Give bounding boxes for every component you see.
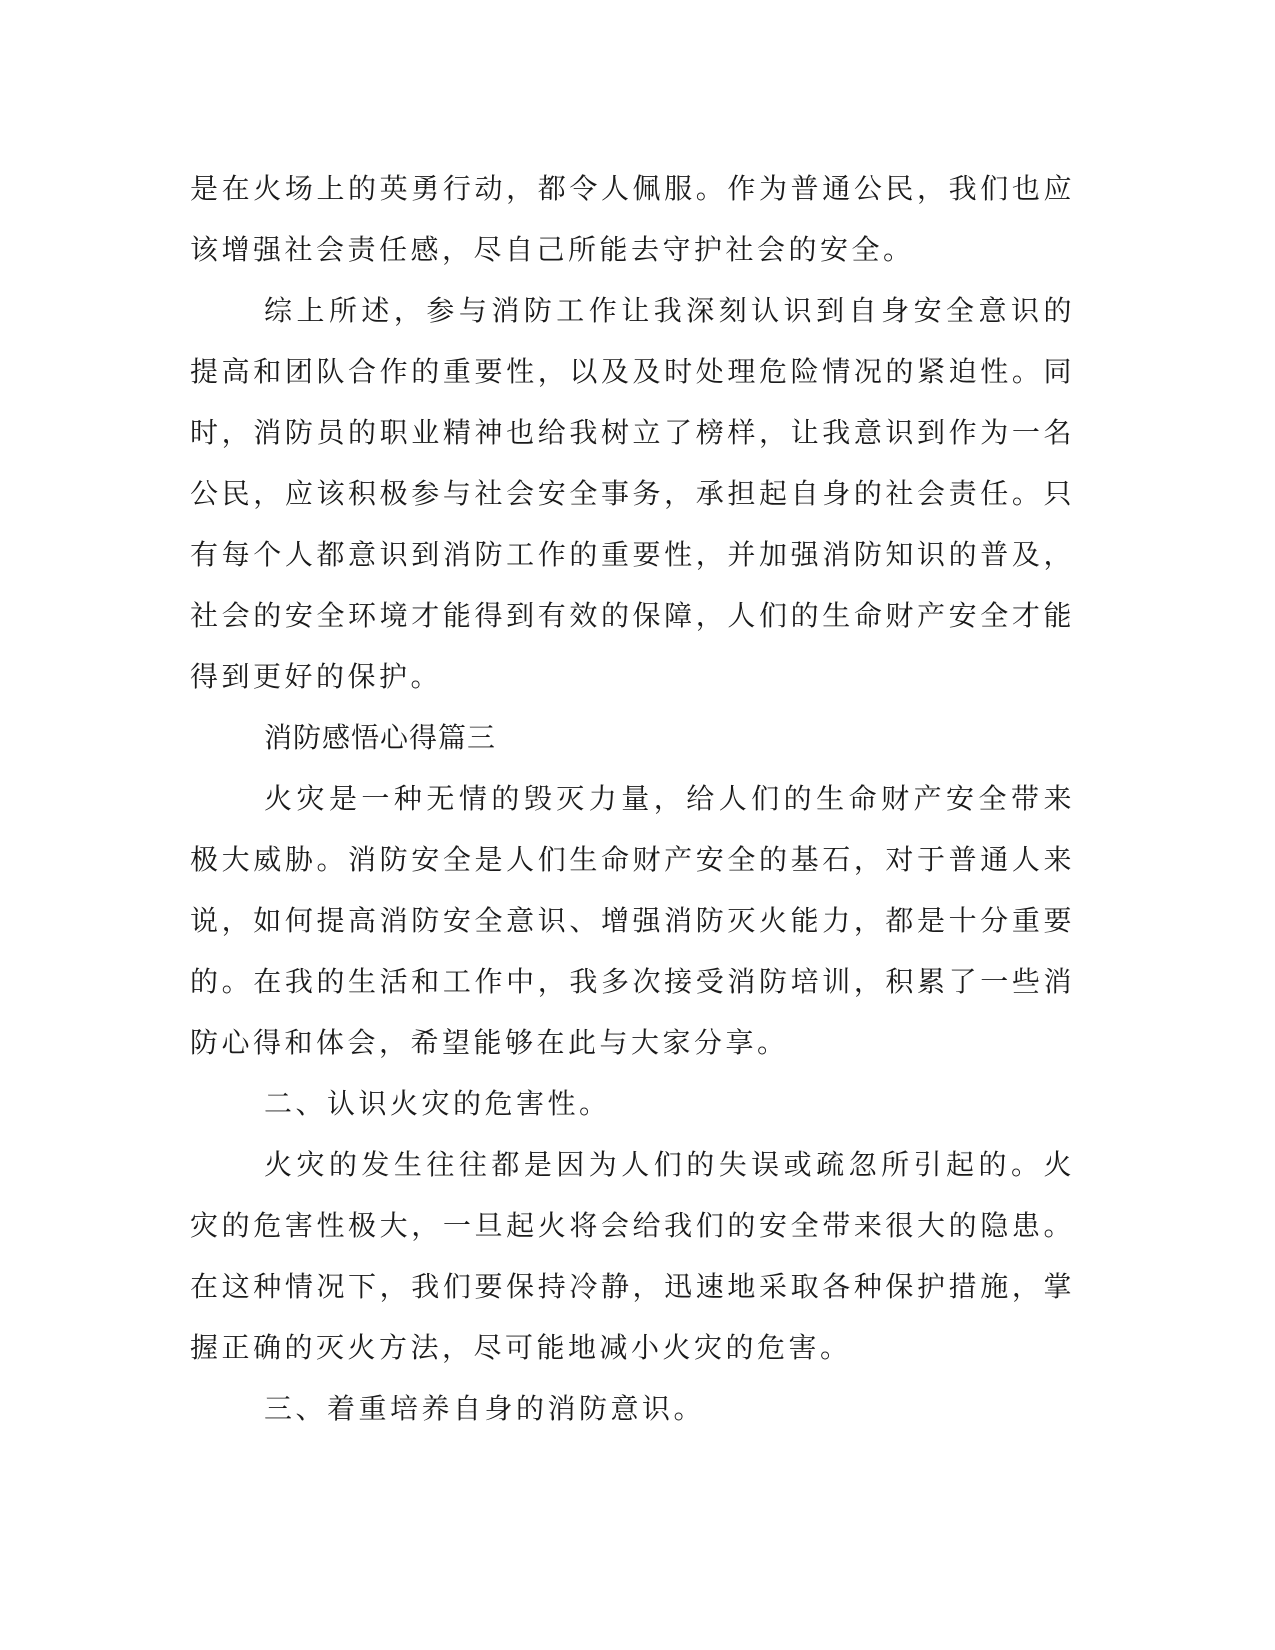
paragraph-continuation: 是在火场上的英勇行动，都令人佩服。作为普通公民，我们也应该增强社会责任感，尽自己所能去守护社会的安全。 xyxy=(190,172,1075,266)
paragraph-hazard: 火灾的发生往往都是因为人们的失误或疏忽所引起的。火灾的危害性极大，一旦起火将会给我们的安全带来很大的隐患。在这种情况下，我们要保持冷静，迅速地采取各种保护措施，掌握正确的灭火方法，尽可能地减小火灾的危害。 xyxy=(190,1148,1075,1364)
paragraph-summary: 综上所述，参与消防工作让我深刻认识到自身安全意识的提高和团队合作的重要性，以及及时处理危险情况的紧迫性。同时，消防员的职业精神也给我树立了榜样，让我意识到作为一名公民，应该积极参与社会安全事务，承担起自身的社会责任。只有每个人都意识到消防工作的重要性，并加强消防知识的普及，社会的安全环境才能得到有效的保障，人们的生命财产安全才能得到更好的保护。 xyxy=(190,294,1075,693)
document-body xyxy=(190,158,1075,1439)
subheading-2: 二、认识火灾的危害性。 xyxy=(264,1087,611,1120)
paragraph-intro: 火灾是一种无情的毁灭力量，给人们的生命财产安全带来极大威胁。消防安全是人们生命财产安全的基石，对于普通人来说，如何提高消防安全意识、增强消防灭火能力，都是十分重要的。在我的生活和工作中，我多次接受消防培训，积累了一些消防心得和体会，希望能够在此与大家分享。 xyxy=(190,782,1075,1059)
section-title: 消防感悟心得篇三 xyxy=(264,721,497,754)
subheading-3: 三、着重培养自身的消防意识。 xyxy=(264,1392,706,1425)
